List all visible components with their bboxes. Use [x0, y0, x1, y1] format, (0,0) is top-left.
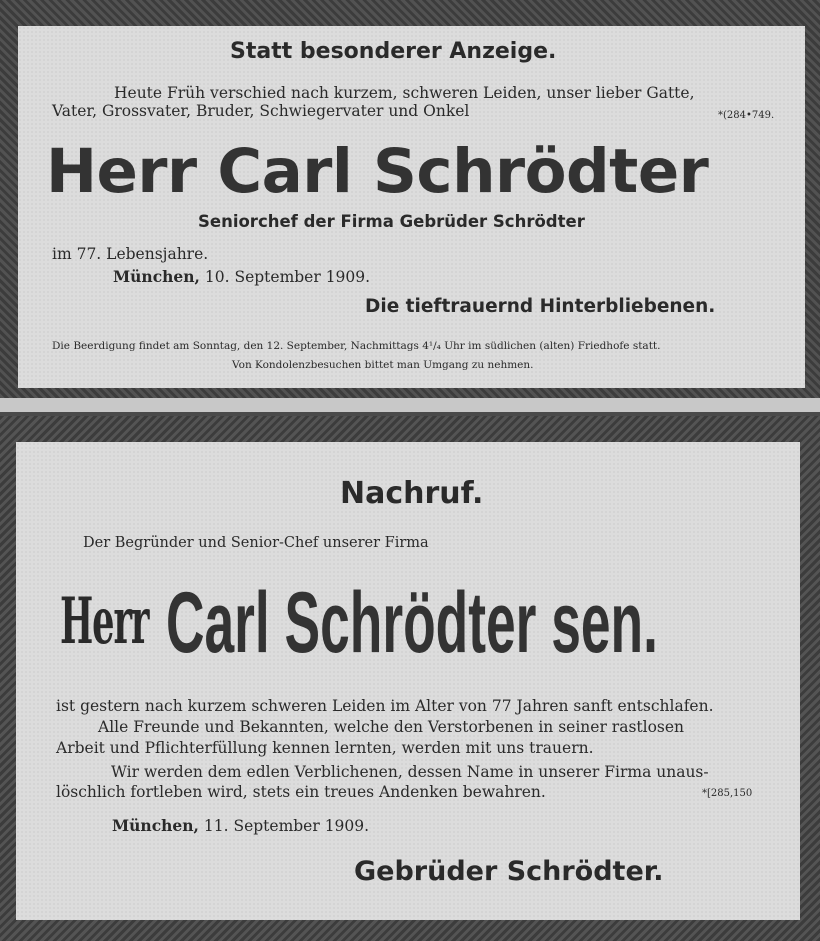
notice1-signature: Die tieftrauernd Hinterbliebenen. — [365, 296, 716, 317]
notice2-body-line5: löschlich fortleben wird, stets ein treues Andenken bewahren. — [56, 783, 546, 801]
notice2-deceased-name: Carl Schrödter sen. — [166, 575, 658, 671]
notice2-place-date — [112, 816, 369, 835]
notice2-place: München, — [112, 816, 199, 835]
notice2-intro: Der Begründer und Senior-Chef unserer Firma — [83, 535, 429, 551]
notice1-age: im 77. Lebensjahre. — [52, 245, 209, 263]
notice2-body-line4: Wir werden dem edlen Verblichenen, dessen Name in unserer Firma unaus- — [111, 763, 709, 781]
notice1-intro-line2: Vater, Grossvater, Bruder, Schwiegervater und Onkel — [52, 102, 470, 120]
notice2-ref: *[285,150 — [702, 788, 753, 799]
notice1-condolence-info: Von Kondolenzbesuchen bittet man Umgang zu nehmen. — [232, 359, 534, 371]
notice2-name-prefix: Herr — [60, 584, 149, 659]
notice1-funeral-info: Die Beerdigung findet am Sonntag, den 12. September, Nachmittags 4¹/₄ Uhr im südlichen (alten) Friedhofe statt. — [52, 340, 661, 352]
page-divider — [0, 398, 820, 412]
notice2-signature: Gebrüder Schrödter. — [354, 856, 664, 887]
notice2-date: 11. September 1909. — [203, 817, 370, 835]
notice2-body-line2: Alle Freunde und Bekannten, welche den Verstorbenen in seiner rastlosen — [98, 718, 685, 736]
notice1-intro-line1: Heute Früh verschied nach kurzem, schweren Leiden, unser lieber Gatte, — [114, 84, 695, 102]
notice2-heading: Nachruf. — [340, 476, 484, 511]
notice1-role: Seniorchef der Firma Gebrüder Schrödter — [198, 212, 585, 231]
notice1-place-date — [113, 267, 370, 286]
obituary-notice-2 — [16, 442, 800, 920]
notice1-heading: Statt besonderer Anzeige. — [230, 39, 557, 64]
notice2-body-line1: ist gestern nach kurzem schweren Leiden im Alter von 77 Jahren sanft entschlafen. — [56, 697, 714, 715]
notice1-ref: *(284•749. — [718, 110, 775, 121]
death-notice-1 — [18, 26, 805, 388]
notice2-body-line3: Arbeit und Pflichterfüllung kennen lernten, werden mit uns trauern. — [56, 739, 594, 757]
notice1-date: 10. September 1909. — [204, 268, 371, 286]
notice1-place: München, — [113, 267, 200, 286]
notice1-deceased-name: Herr Carl Schrödter — [46, 136, 709, 207]
